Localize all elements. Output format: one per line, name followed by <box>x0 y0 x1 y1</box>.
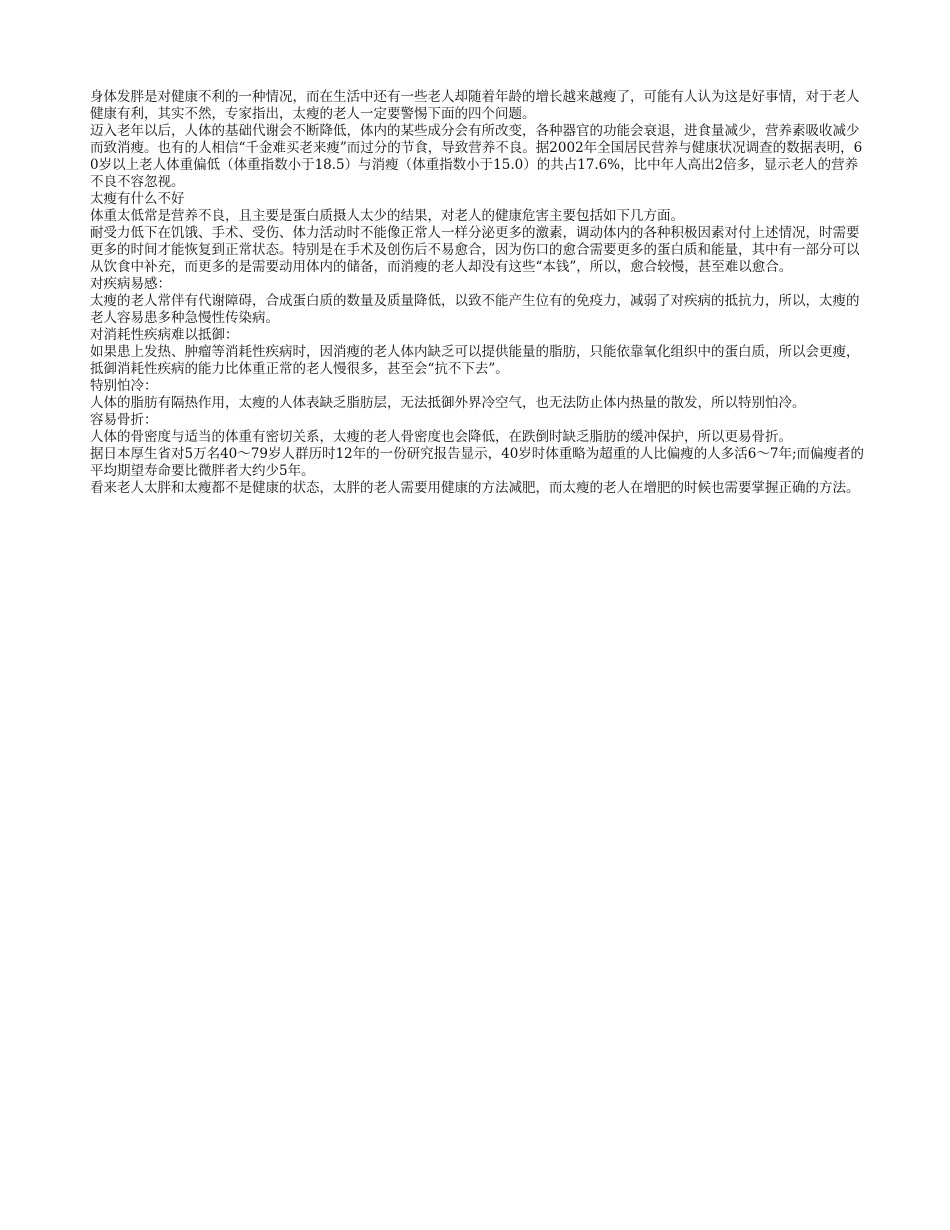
subheading-fracture-risk: 容易骨折： <box>90 412 158 428</box>
subheading-disease-susceptibility: 对疾病易感： <box>90 276 171 292</box>
study-paragraph: 据日本厚生省对5万名40～79岁人群历时12年的一份研究报告显示，40岁时体重略为超重的人比偏瘦的人多活6～7年;而偏瘦者的平均期望寿命要比微胖者大约少5年。 <box>90 446 865 479</box>
background-paragraph: 迈入老年以后，人体的基础代谢会不断降低，体内的某些成分会有所改变，各种器官的功能会衰退，进食量减少，营养素吸收减少而致消瘦。也有的人相信“千金难买老来瘦”而过分的节食，导致营养不良。据2002年全国居民营养与健康状况调查的数据表明，60岁以上老人体重偏低（体重指数小于18.5）与消瘦（体重指数小于15.0）的共占17.6%，比中年人高出2倍多，显示老人的营养不良不容忽视。 <box>90 123 863 190</box>
cold-sensitivity-paragraph: 人体的脂肪有隔热作用，太瘦的人体表缺乏脂肪层，无法抵御外界冷空气，也无法防止体内热量的散发，所以特别怕冷。 <box>90 395 806 411</box>
subheading-wasting-disease: 对消耗性疾病难以抵御： <box>90 327 239 343</box>
subheading-cold-sensitivity: 特别怕冷： <box>90 378 158 394</box>
fracture-risk-paragraph: 人体的骨密度与适当的体重有密切关系，太瘦的老人骨密度也会降低，在跌倒时缺乏脂肪的缓冲保护，所以更易骨折。 <box>90 429 792 445</box>
disease-susceptibility-paragraph: 太瘦的老人常伴有代谢障碍，合成蛋白质的数量及质量降低，以致不能产生位有的免疫力，减弱了对疾病的抵抗力，所以，太瘦的老人容易患多种急慢性传染病。 <box>90 293 860 326</box>
tolerance-paragraph: 耐受力低下在饥饿、手术、受伤、体力活动时不能像正常人一样分泌更多的激素，调动体内的各种积极因素对付上述情况，时需要更多的时间才能恢复到正常状态。特别是在手术及创伤后不易愈合，因为伤口的愈合需要更多的蛋白质和能量，其中有一部分可以从饮食中补充，而更多的是需要动用体内的储备，而消瘦的老人却没有这些“本钱”，所以，愈合较慢，甚至难以愈合。 <box>90 225 860 275</box>
conclusion-paragraph: 看来老人太胖和太瘦都不是健康的状态，太胖的老人需要用健康的方法减肥，而太瘦的老人在增肥的时候也需要掌握正确的方法。 <box>90 480 860 496</box>
intro-paragraph: 身体发胖是对健康不利的一种情况，而在生活中还有一些老人却随着年龄的增长越来越瘦了，可能有人认为这是好事情，对于老人健康有利，其实不然，专家指出，太瘦的老人一定要警惕下面的四个问题。 <box>90 89 860 122</box>
section-intro-paragraph: 体重太低常是营养不良，且主要是蛋白质摄人太少的结果，对老人的健康危害主要包括如下几方面。 <box>90 208 684 224</box>
section-heading-why-too-thin: 太瘦有什么不好 <box>90 191 185 207</box>
article-body <box>90 89 865 497</box>
wasting-disease-paragraph: 如果患上发热、肿瘤等消耗性疾病时，因消瘦的老人体内缺乏可以提供能量的脂肪，只能依靠氧化组织中的蛋白质，所以会更瘦，抵御消耗性疾病的能力比体重正常的老人慢很多，甚至会“抗不下去”。 <box>90 344 860 377</box>
